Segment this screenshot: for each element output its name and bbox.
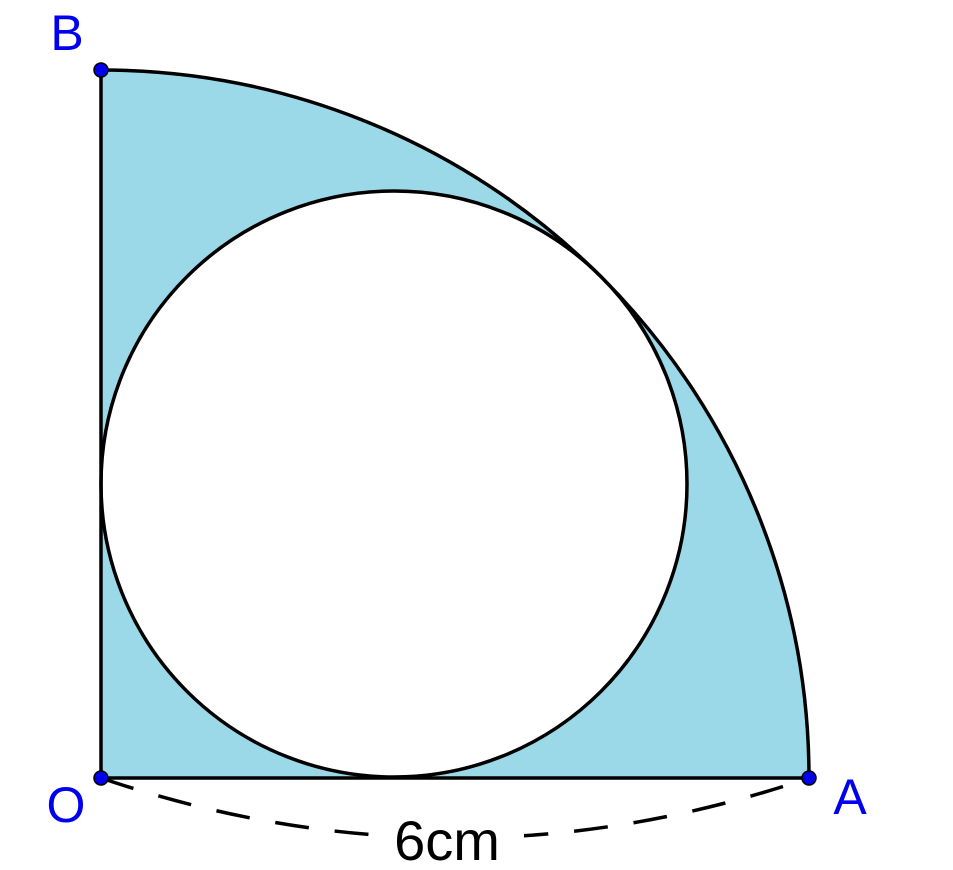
label-b: B [50, 5, 84, 61]
point-b [94, 63, 108, 77]
point-o [94, 771, 108, 785]
dimension-label: 6cm [394, 809, 500, 870]
label-a: A [833, 769, 867, 825]
inscribed-circle [101, 191, 687, 777]
label-o: O [46, 777, 86, 833]
point-a [802, 771, 816, 785]
